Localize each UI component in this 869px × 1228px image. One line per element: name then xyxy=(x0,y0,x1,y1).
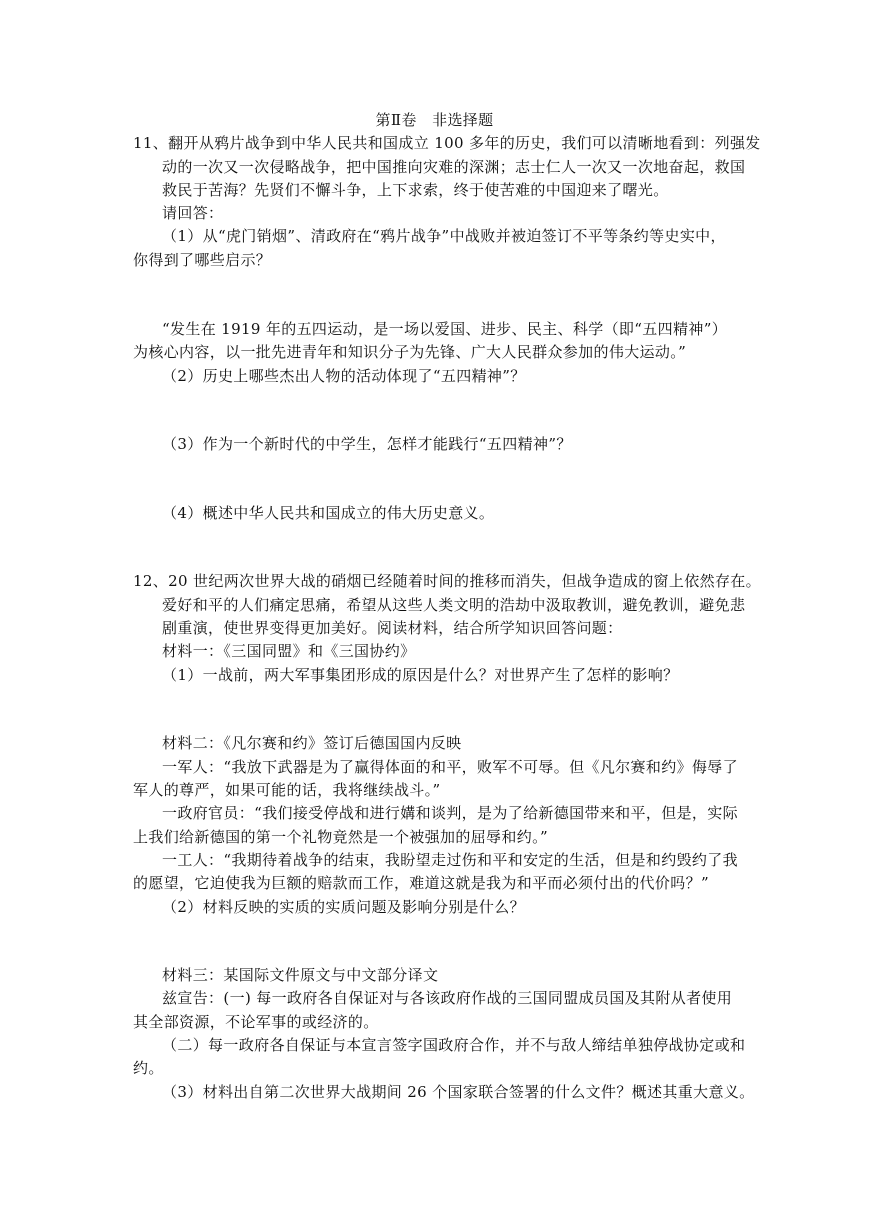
q12-sub3: （3）材料出自第二次世界大战期间 26 个国家联合签署的什么文件？概述其重大意义。 xyxy=(162,1083,755,1101)
q11-sub1-line-1: （1）从“虎门销烟”、清政府在“鸦片战争”中战败并被迫签订不平等条约等史实中， xyxy=(162,227,726,245)
q12-stem-line-3: 剧重演，使世界变得更加美好。阅读材料，结合所学知识回答问题： xyxy=(162,619,623,637)
q12-stem-line-1: 12、20 世纪两次世界大战的硝烟已经随着时间的推移而消失，但战争造成的窗上依然存在。 xyxy=(133,572,761,590)
q11-sub4: （4）概述中华人民共和国成立的伟大历史意义。 xyxy=(162,504,495,522)
q11-stem-line-2: 动的一次又一次侵略战争，把中国推向灾难的深渊；志士仁人一次又一次地奋起，救国 xyxy=(162,158,746,176)
q11-prompt: 请回答： xyxy=(162,204,224,222)
section-title: 第Ⅱ卷 非选择题 xyxy=(375,111,494,129)
q11-quote-line-2: 为核心内容，以一批先进青年和知识分子为先锋、广大人民群众参加的伟大运动。” xyxy=(133,343,687,361)
q12-material2-line-4: 上我们给新德国的第一个礼物竟然是一个被强加的屈辱和约。” xyxy=(133,828,548,846)
q12-material3-line-4: 约。 xyxy=(133,1059,164,1077)
q11-quote-line-1: “发生在 1919 年的五四运动，是一场以爱国、进步、民主、科学（即“五四精神”） xyxy=(162,320,728,338)
q12-material3-line-3: （二）每一政府各自保证与本宣言签字国政府合作，并不与敌人缔结单独停战协定或和 xyxy=(162,1036,746,1054)
q12-sub2: （2）材料反映的实质的实质问题及影响分别是什么？ xyxy=(162,898,525,916)
q12-material2-line-2: 军人的尊严，如果可能的话，我将继续战斗。” xyxy=(133,781,441,799)
q11-stem-line-3: 救民于苦海？先贤们不懈斗争，上下求索，终于使苦难的中国迎来了曙光。 xyxy=(162,181,669,199)
q12-material2-title: 材料二：《凡尔赛和约》签订后德国国内反映 xyxy=(162,734,462,752)
q11-sub1-line-2: 你得到了哪些启示？ xyxy=(133,251,272,269)
q12-material3-line-1: 兹宣告：(一) 每一政府各自保证对与各该政府作战的三国同盟成员国及其附从者使用 xyxy=(162,989,733,1007)
q12-material2-line-5: 一工人：“我期待着战争的结束，我盼望走过伤和平和安定的生活，但是和约毁约了我 xyxy=(162,851,738,869)
q12-material2-line-6: 的愿望，它迫使我为巨额的赔款而工作，难道这就是我为和平而必须付出的代价吗？” xyxy=(133,874,709,892)
q12-material3-line-2: 其全部资源，不论军事的或经济的。 xyxy=(133,1013,379,1031)
q12-material2-line-3: 一政府官员：“我们接受停战和进行媾和谈判，是为了给新德国带来和平，但是，实际 xyxy=(162,804,738,822)
q12-material1: 材料一：《三国同盟》和《三国协约》 xyxy=(162,642,416,660)
q11-stem-line-1: 11、翻开从鸦片战争到中华人民共和国成立 100 多年的历史，我们可以清晰地看到：列强发 xyxy=(133,134,761,152)
q12-stem-line-2: 爱好和平的人们痛定思痛，希望从这些人类文明的浩劫中汲取教训，避免教训，避免悲 xyxy=(162,596,746,614)
q11-sub3: （3）作为一个新时代的中学生，怎样才能践行“五四精神”？ xyxy=(162,435,572,453)
q12-material2-line-1: 一军人：“我放下武器是为了赢得体面的和平，败军不可辱。但《凡尔赛和约》侮辱了 xyxy=(162,758,738,776)
q11-sub2: （2）历史上哪些杰出人物的活动体现了“五四精神”？ xyxy=(162,367,526,385)
q12-sub1: （1）一战前，两大军事集团形成的原因是什么？对世界产生了怎样的影响？ xyxy=(162,666,679,684)
q12-material3-title: 材料三：某国际文件原文与中文部分译文 xyxy=(162,966,439,984)
